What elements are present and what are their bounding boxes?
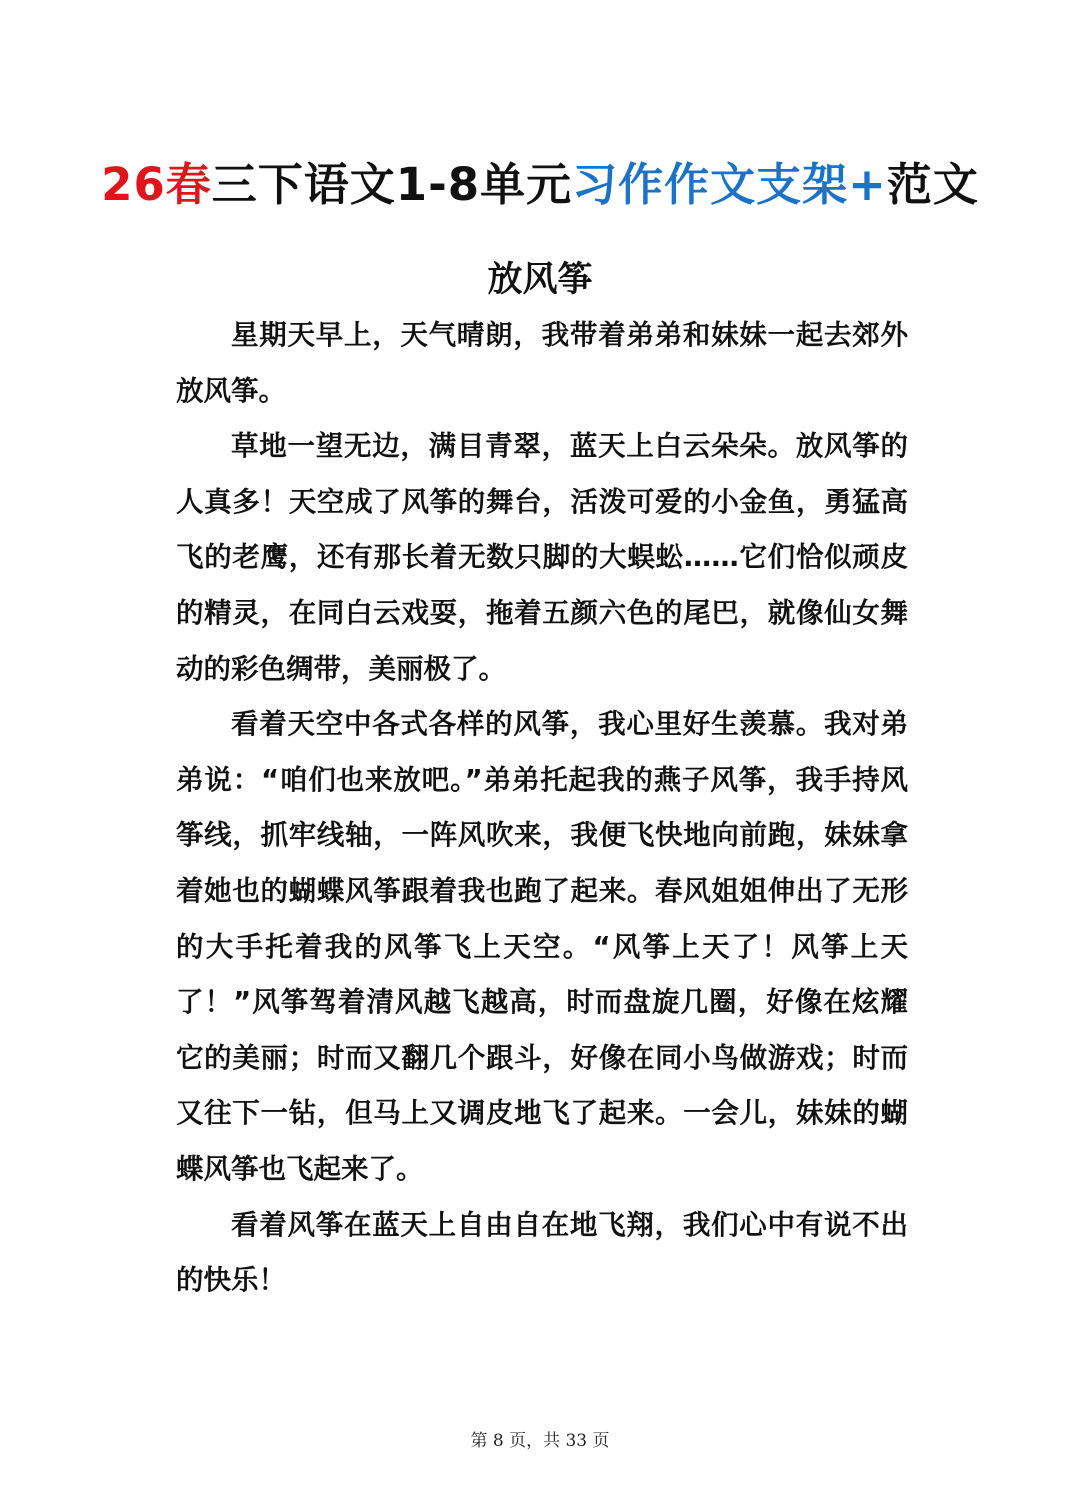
- essay-paragraph: 星期天早上，天气晴朗，我带着弟弟和妹妹一起去郊外放风筝。: [176, 319, 908, 407]
- essay-paragraph: 看着风筝在蓝天上自由自在地飞翔，我们心中有说不出的快乐！: [176, 1208, 908, 1297]
- page-number-footer: 第 8 页，共 33 页: [470, 1431, 610, 1451]
- header-title-segment-grade-units: 三下语文1-8单元: [211, 158, 573, 211]
- essay-body: [176, 308, 908, 1309]
- header-title-segment-year: 26春: [101, 158, 212, 211]
- header-title-segment-sample: 范文: [886, 158, 979, 211]
- essay-title: 放风筝: [487, 260, 593, 300]
- header-title-segment-framework: 习作作文支架+: [572, 158, 887, 211]
- essay-paragraph: 草地一望无边，满目青翠，蓝天上白云朵朵。放风筝的人真多！天空成了风筝的舞台，活泼可爱的小金鱼，勇猛高飞的老鹰，还有那长着无数只脚的大蜈蚣……它们恰似顽皮的精灵，在同白云戏耍，拖着五颜六色的尾巴，就像仙女舞动的彩色绸带，美丽极了。: [176, 430, 908, 685]
- document-header-title: [0, 155, 1080, 215]
- essay-paragraph: 看着天空中各式各样的风筝，我心里好生羡慕。我对弟弟说：“咱们也来放吧。”弟弟托起我的燕子风筝，我手持风筝线，抓牢线轴，一阵风吹来，我便飞快地向前跑，妹妹拿着她也的蝴蝶风筝跟着我也跑了起来。春风姐姐伸出了无形的大手托着我的风筝飞上天空。“风筝上天了！风筝上天了！”风筝驾着清风越飞越高，时而盘旋几圈，好像在炫耀它的美丽；时而又翻几个跟斗，好像在同小鸟做游戏；时而又往下一钻，但马上又调皮地飞了起来。一会儿，妹妹的蝴蝶风筝也飞起来了。: [176, 708, 908, 1185]
